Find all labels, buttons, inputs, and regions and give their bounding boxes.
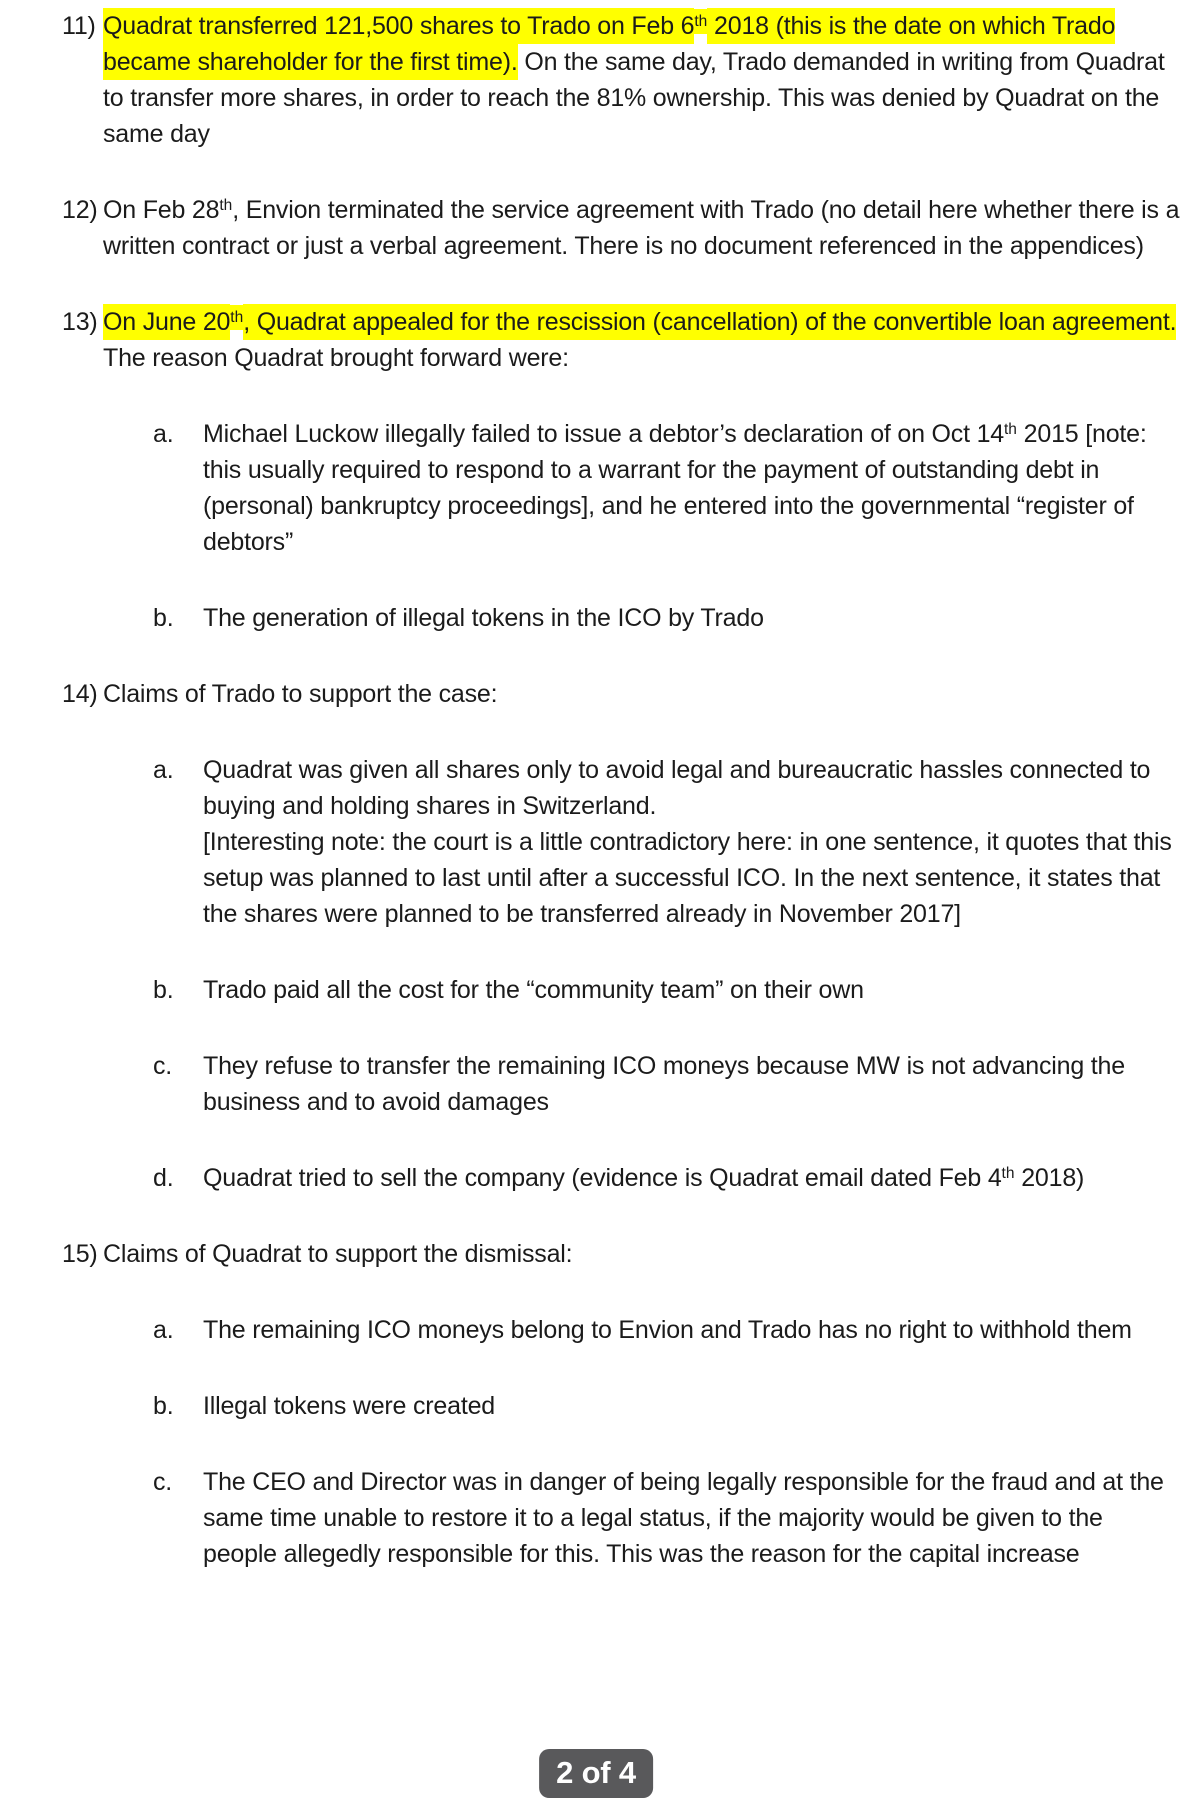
item-text [203,752,1179,932]
text-segment: Quadrat was given all shares only to avoid legal and bureaucratic hassles connected to buying and holding shares in Switzerland. [203,756,1151,820]
text-segment: th [1001,1164,1015,1182]
text-segment: The generation of illegal tokens in the ICO by Trado [203,604,764,632]
item-text [103,8,1183,152]
text-segment: The CEO and Director was in danger of being legally responsible for the fraud and at the same time unable to restore it to a legal status, if the majority would be given to the people allegedly responsible for this. This was the reason for the capital increase [203,1468,1164,1568]
list-item [0,1312,1192,1348]
highlighted-text: 2018 (this is the date on which Trado became shareholder for the first time). [103,8,1115,80]
list-item [0,600,1192,636]
list-marker: 12) [62,196,98,224]
list-item [0,1048,1192,1120]
list-marker: b. [153,604,174,632]
item-text [103,192,1183,264]
list-marker: 13) [62,308,98,336]
text-segment: 2015 [note: this usually required to respond to a warrant for the payment of outstanding debt in (personal) bankruptcy proceedings], and he entered into the governmental “register of debtors” [203,420,1147,556]
text-segment: Trado paid all the cost for the “community team” on their own [203,976,864,1004]
list-marker: c. [153,1468,173,1496]
list-item [0,1388,1192,1424]
list-item [0,8,1192,152]
text-segment: [Interesting note: the court is a little contradictory here: in one sentence, it quotes that this setup was planned to last until after a successful ICO. In the next sentence, it states that the shares were planned to be transferred already in November 2017] [203,828,1172,928]
list-item [0,416,1192,560]
list-marker: a. [153,1316,174,1344]
highlighted-text: th [694,9,707,34]
text-segment: th [1004,420,1017,438]
text-segment: On Feb 28 [103,196,220,224]
list-item [0,1160,1192,1196]
list-marker: c. [153,1052,173,1080]
highlighted-text: On June 20 [103,304,230,340]
list-item [0,1464,1192,1572]
text-segment: Illegal tokens were created [203,1392,495,1420]
text-segment: They refuse to transfer the remaining ICO moneys because MW is not advancing the business and to avoid damages [203,1052,1125,1116]
list-marker: b. [153,976,174,1004]
item-text [203,972,864,1008]
text-segment: 2018) [1014,1164,1085,1192]
list-marker: b. [153,1392,174,1420]
item-text [203,1160,1084,1196]
list-marker: 11) [62,12,96,40]
text-segment: Claims of Trado to support the case: [103,680,498,708]
list-item [0,304,1192,376]
item-text [103,676,497,712]
highlighted-text: Quadrat transferred 121,500 shares to Trado on Feb 6 [103,8,694,44]
text-segment: , Envion terminated the service agreement with Trado (no detail here whether there is a written contract or just a verbal agreement. There is no document referenced in the appendices) [103,196,1180,260]
list-marker: a. [153,420,174,448]
list-item [0,676,1192,712]
list-marker: d. [153,1164,174,1192]
highlighted-text: th [230,305,243,330]
item-text [103,1236,572,1272]
text-segment: On the same day, Trado demanded in writing from Quadrat to transfer more shares, in order to reach the 81% ownership. This was denied by Quadrat on the same day [103,48,1165,148]
list-marker: a. [153,756,174,784]
page-indicator-badge: 2 of 4 [539,1749,653,1798]
list-marker: 14) [62,680,98,708]
item-text [203,416,1179,560]
item-text [203,1048,1179,1120]
item-text [103,304,1183,376]
text-segment: Quadrat tried to sell the company (evidence is Quadrat email dated Feb 4 [203,1164,1002,1192]
list-item [0,972,1192,1008]
item-text [203,1312,1132,1348]
highlighted-text: , Quadrat appealed for the rescission (cancellation) of the convertible loan agreement. [243,304,1176,340]
text-segment: The remaining ICO moneys belong to Envion and Trado has no right to withhold them [203,1316,1132,1344]
list-marker: 15) [62,1240,98,1268]
list-item [0,192,1192,264]
text-segment: The reason Quadrat brought forward were: [103,344,569,372]
item-text [203,600,764,636]
item-text [203,1388,495,1424]
text-segment: th [219,196,233,214]
list-item [0,1236,1192,1272]
item-text [203,1464,1179,1572]
text-segment: Michael Luckow illegally failed to issue a debtor’s declaration of on Oct 14 [203,420,1004,448]
text-segment: Claims of Quadrat to support the dismissal: [103,1240,573,1268]
list-item [0,752,1192,932]
